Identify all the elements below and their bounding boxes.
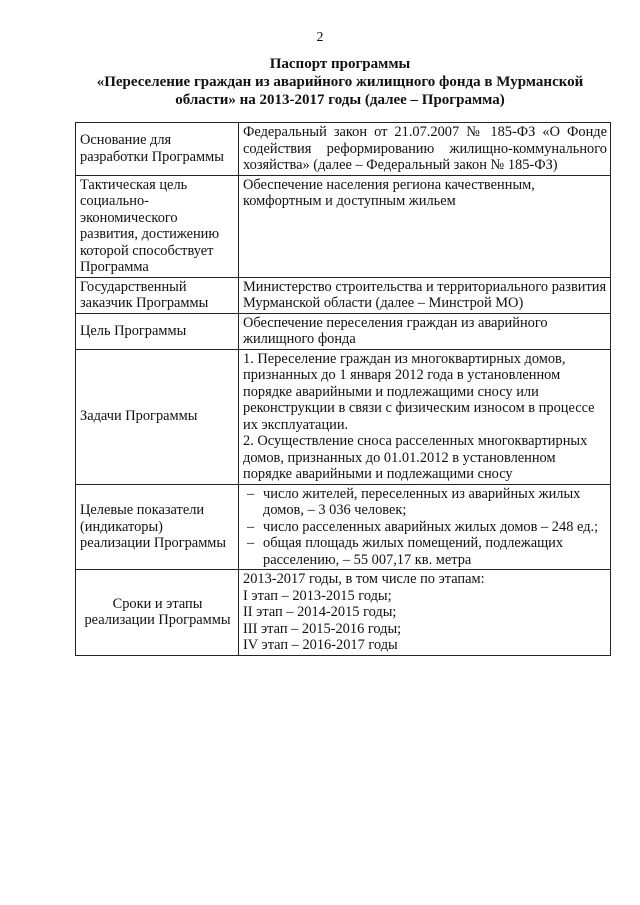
indicator-text: число жителей, переселенных из аварийных жилых домов, – 3 036 человек; bbox=[263, 485, 581, 518]
document-title bbox=[60, 55, 620, 109]
task-item-2: 2. Осуществление сноса расселенных многоквартирных домов, признанных до 01.01.2012 в установленном порядке аварийными и подлежащими сносу bbox=[243, 433, 588, 482]
task-item-1: 1. Переселение граждан из многоквартирных домов, признанных до 1 января 2012 года в установленном порядке аварийными и подлежащими сносу или реконструкции в связи с физическим износом в процессе их эксплуатации. bbox=[243, 350, 595, 433]
timeline-line: II этап – 2014-2015 годы; bbox=[243, 604, 397, 620]
row-label-timeline: Сроки и этапы реализации Программы bbox=[76, 570, 239, 656]
title-line-3: области» на 2013-2017 годы (далее – Программа) bbox=[175, 92, 505, 108]
table-row-basis bbox=[76, 123, 611, 176]
table-row-goal bbox=[76, 313, 611, 349]
list-item bbox=[243, 519, 607, 536]
row-value-customer: Министерство строительства и территориального развития Мурманской области (далее – Минстрой МО) bbox=[239, 277, 611, 313]
row-label-goal: Цель Программы bbox=[76, 313, 239, 349]
table-row-indicators bbox=[76, 484, 611, 570]
row-value-tactical-goal: Обеспечение населения региона качественным, комфортным и доступным жильем bbox=[239, 175, 611, 277]
timeline-line: I этап – 2013-2015 годы; bbox=[243, 587, 392, 604]
timeline-line: III этап – 2015-2016 годы; bbox=[243, 620, 402, 637]
timeline-line: IV этап – 2016-2017 годы bbox=[243, 637, 398, 653]
table-row-timeline bbox=[76, 570, 611, 656]
indicator-text: общая площадь жилых помещений, подлежащих расселению, – 55 007,17 кв. метра bbox=[263, 535, 564, 568]
row-value-tasks bbox=[239, 349, 611, 484]
row-label-indicators: Целевые показатели (индикаторы) реализации Программы bbox=[76, 484, 239, 570]
row-label-customer: Государственный заказчик Программы bbox=[76, 277, 239, 313]
table-row-tasks bbox=[76, 349, 611, 484]
indicator-text: число расселенных аварийных жилых домов – 248 ед.; bbox=[263, 518, 599, 535]
row-label-tactical-goal: Тактическая цель социально-экономического развития, достижению которой способствует Программа bbox=[76, 175, 239, 277]
list-item bbox=[243, 535, 607, 568]
row-label-tasks: Задачи Программы bbox=[76, 349, 239, 484]
row-value-indicators bbox=[239, 484, 611, 570]
timeline-line: 2013-2017 годы, в том числе по этапам: bbox=[243, 571, 485, 587]
row-value-goal: Обеспечение переселения граждан из аварийного жилищного фонда bbox=[239, 313, 611, 349]
title-line-1: Паспорт программы bbox=[269, 56, 411, 72]
dash-marker: – bbox=[247, 485, 255, 502]
title-line-2: «Переселение граждан из аварийного жилищного фонда в Мурманской bbox=[96, 74, 584, 90]
list-item bbox=[243, 486, 607, 519]
row-value-timeline bbox=[239, 570, 611, 656]
dash-marker: – bbox=[247, 518, 255, 535]
indicator-list bbox=[243, 486, 607, 569]
table-row-tactical-goal bbox=[76, 175, 611, 277]
page-number: 2 bbox=[316, 30, 324, 45]
table-row-customer bbox=[76, 277, 611, 313]
row-label-basis: Основание для разработки Программы bbox=[76, 123, 239, 176]
dash-marker: – bbox=[247, 535, 255, 551]
program-passport-table bbox=[75, 122, 611, 656]
row-value-basis: Федеральный закон от 21.07.2007 № 185-ФЗ «О Фонде содействия реформированию жилищно-коммунального хозяйства» (далее – Федеральный закон № 185-ФЗ) bbox=[239, 123, 611, 176]
